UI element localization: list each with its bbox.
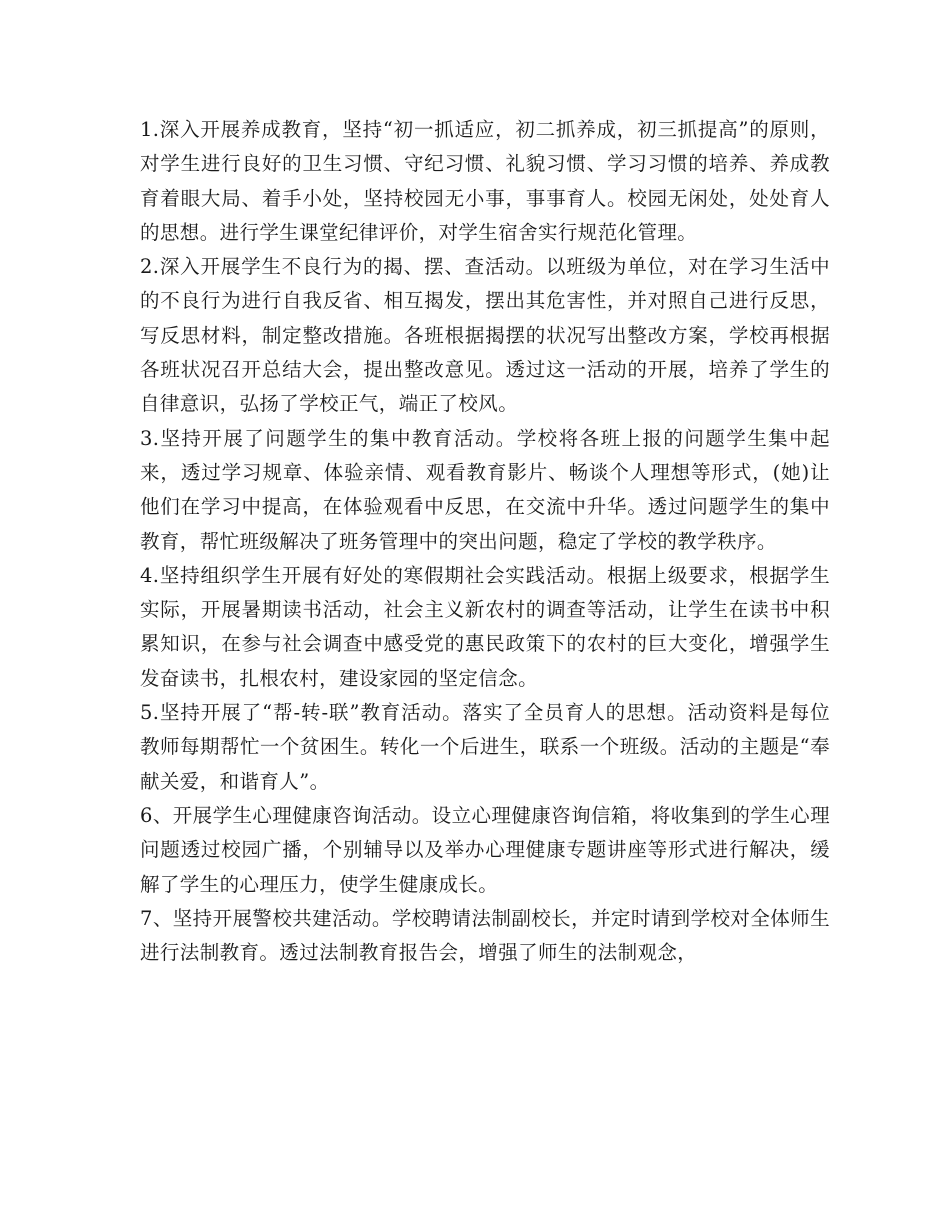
paragraph-4: 4.坚持组织学生开展有好处的寒假期社会实践活动。根据上级要求，根据学生实际，开展暑期读书活动，社会主义新农村的调查等活动，让学生在读书中积累知识，在参与社会调查中感受党的惠民政策下的农村的巨大变化，增强学生发奋读书，扎根农村，建设家园的坚定信念。 bbox=[140, 563, 830, 690]
paragraph-1: 1.深入开展养成教育，坚持“初一抓适应，初二抓养成，初三抓提高”的原则，对学生进行良好的卫生习惯、守纪习惯、礼貌习惯、学习习惯的培养、养成教育着眼大局、着手小处，坚持校园无小事，事事育人。校园无闲处，处处育人的思想。进行学生课堂纪律评价，对学生宿舍实行规范化管理。 bbox=[140, 118, 830, 244]
paragraph-7: 7、坚持开展警校共建活动。学校聘请法制副校长，并定时请到学校对全体师生进行法制教育。透过法制教育报告会，增强了师生的法制观念， bbox=[140, 906, 830, 965]
paragraph-5: 5.坚持开展了“帮-转-联”教育活动。落实了全员育人的思想。活动资料是每位教师每期帮忙一个贫困生。转化一个后进生，联系一个班级。活动的主题是“奉献关爱，和谐育人”。 bbox=[140, 701, 830, 793]
paragraph-3: 3.坚持开展了问题学生的集中教育活动。学校将各班上报的问题学生集中起来，透过学习规章、体验亲情、观看教育影片、畅谈个人理想等形式，(她)让他们在学习中提高，在体验观看中反思，在交流中升华。透过问题学生的集中教育，帮忙班级解决了班务管理中的突出问题，稳定了学校的教学秩序。 bbox=[140, 426, 830, 553]
document-body bbox=[140, 113, 830, 970]
paragraph-6: 6、开展学生心理健康咨询活动。设立心理健康咨询信箱，将收集到的学生心理问题透过校园广播，个别辅导以及举办心理健康专题讲座等形式进行解决，缓解了学生的心理压力，使学生健康成长。 bbox=[140, 803, 830, 896]
paragraph-2: 2.深入开展学生不良行为的揭、摆、查活动。以班级为单位，对在学习生活中的不良行为进行自我反省、相互揭发，摆出其危害性，并对照自己进行反思，写反思材料，制定整改措施。各班根据揭摆的状况写出整改方案，学校再根据各班状况召开总结大会，提出整改意见。透过这一活动的开展，培养了学生的自律意识，弘扬了学校正气，端正了校风。 bbox=[140, 255, 830, 416]
